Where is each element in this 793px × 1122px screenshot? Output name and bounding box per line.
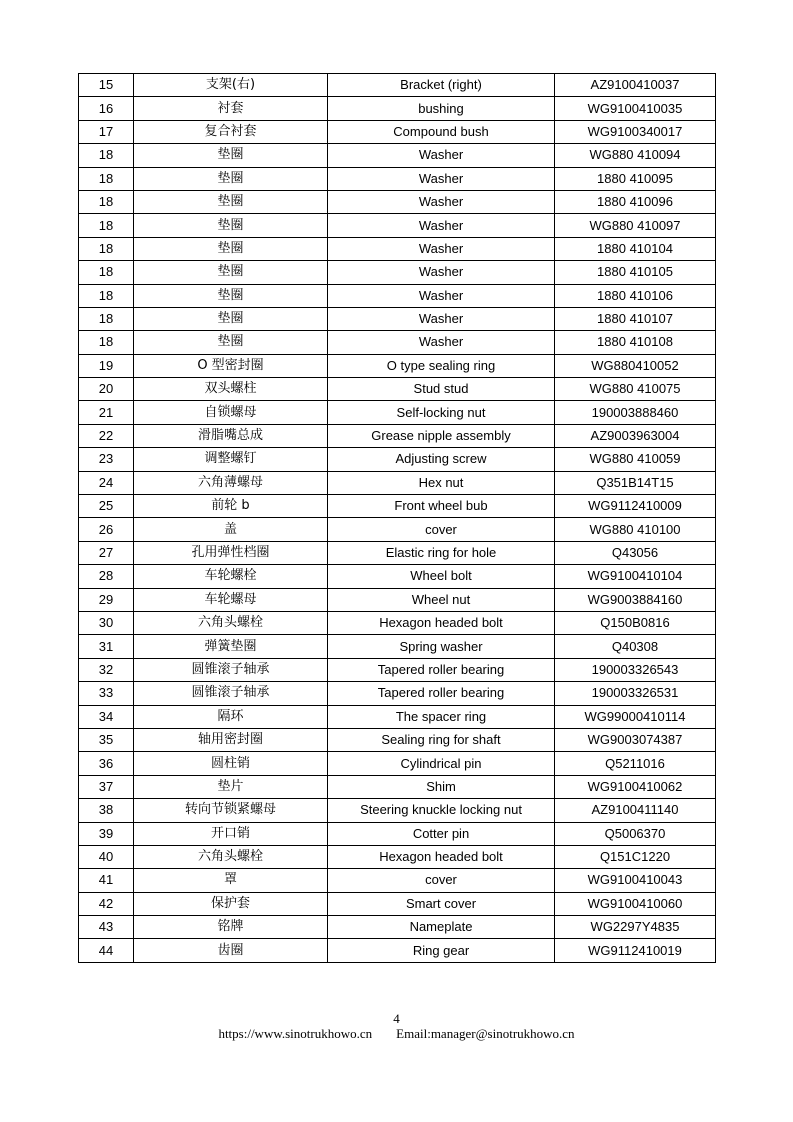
cell-part-number: WG880 410094 xyxy=(555,144,716,167)
cell-chinese-name: 车轮螺母 xyxy=(134,588,328,611)
table-row xyxy=(79,845,716,868)
cell-item-number: 30 xyxy=(79,611,134,634)
cell-chinese-name: 保护套 xyxy=(134,892,328,915)
cell-chinese-name: 车轮螺栓 xyxy=(134,565,328,588)
cell-part-number: WG9100410104 xyxy=(555,565,716,588)
cell-english-name: Washer xyxy=(328,190,555,213)
cell-english-name: Front wheel bub xyxy=(328,495,555,518)
cell-item-number: 18 xyxy=(79,284,134,307)
cell-chinese-name: 垫圈 xyxy=(134,307,328,330)
cell-chinese-name: 滑脂嘴总成 xyxy=(134,424,328,447)
cell-part-number: WG9003884160 xyxy=(555,588,716,611)
cell-part-number: 190003326531 xyxy=(555,682,716,705)
cell-item-number: 43 xyxy=(79,916,134,939)
cell-item-number: 16 xyxy=(79,97,134,120)
cell-english-name: Washer xyxy=(328,214,555,237)
cell-english-name: Elastic ring for hole xyxy=(328,541,555,564)
cell-chinese-name: 调整螺钉 xyxy=(134,448,328,471)
table-row xyxy=(79,799,716,822)
table-row xyxy=(79,401,716,424)
cell-part-number: Q5006370 xyxy=(555,822,716,845)
cell-item-number: 18 xyxy=(79,214,134,237)
cell-item-number: 25 xyxy=(79,495,134,518)
cell-english-name: Cylindrical pin xyxy=(328,752,555,775)
cell-english-name: Ring gear xyxy=(328,939,555,962)
table-row xyxy=(79,565,716,588)
table-row xyxy=(79,378,716,401)
cell-chinese-name: 六角头螺栓 xyxy=(134,845,328,868)
table-row xyxy=(79,658,716,681)
cell-chinese-name: 铭牌 xyxy=(134,916,328,939)
cell-part-number: WG9100410035 xyxy=(555,97,716,120)
cell-chinese-name: 衬套 xyxy=(134,97,328,120)
cell-chinese-name: 垫圈 xyxy=(134,190,328,213)
cell-english-name: Bracket (right) xyxy=(328,74,555,97)
cell-item-number: 19 xyxy=(79,354,134,377)
cell-part-number: 1880 410107 xyxy=(555,307,716,330)
table-row xyxy=(79,752,716,775)
cell-english-name: Washer xyxy=(328,261,555,284)
cell-english-name: Tapered roller bearing xyxy=(328,658,555,681)
cell-part-number: WG2297Y4835 xyxy=(555,916,716,939)
cell-part-number: 190003888460 xyxy=(555,401,716,424)
table-row xyxy=(79,354,716,377)
cell-english-name: O type sealing ring xyxy=(328,354,555,377)
cell-chinese-name: 罩 xyxy=(134,869,328,892)
cell-part-number: WG880 410075 xyxy=(555,378,716,401)
cell-chinese-name: 齿圈 xyxy=(134,939,328,962)
table-row xyxy=(79,97,716,120)
cell-chinese-name: 盖 xyxy=(134,518,328,541)
cell-chinese-name: 垫圈 xyxy=(134,261,328,284)
cell-english-name: Wheel bolt xyxy=(328,565,555,588)
table-row xyxy=(79,261,716,284)
cell-chinese-name: 自锁螺母 xyxy=(134,401,328,424)
cell-english-name: Shim xyxy=(328,775,555,798)
cell-part-number: Q43056 xyxy=(555,541,716,564)
cell-english-name: Hex nut xyxy=(328,471,555,494)
cell-chinese-name: 六角头螺栓 xyxy=(134,611,328,634)
cell-chinese-name: 垫圈 xyxy=(134,284,328,307)
cell-english-name: bushing xyxy=(328,97,555,120)
cell-chinese-name: 支架(右) xyxy=(134,74,328,97)
cell-part-number: 1880 410105 xyxy=(555,261,716,284)
table-row xyxy=(79,822,716,845)
email-text: Email:manager@sinotrukhowo.cn xyxy=(396,1026,575,1041)
cell-item-number: 21 xyxy=(79,401,134,424)
table-row xyxy=(79,916,716,939)
cell-chinese-name: 垫片 xyxy=(134,775,328,798)
table-row xyxy=(79,190,716,213)
cell-item-number: 18 xyxy=(79,237,134,260)
cell-chinese-name: 垫圈 xyxy=(134,167,328,190)
cell-item-number: 34 xyxy=(79,705,134,728)
cell-item-number: 18 xyxy=(79,144,134,167)
table-row xyxy=(79,892,716,915)
cell-english-name: Compound bush xyxy=(328,120,555,143)
cell-part-number: WG9100340017 xyxy=(555,120,716,143)
cell-part-number: Q5211016 xyxy=(555,752,716,775)
cell-item-number: 32 xyxy=(79,658,134,681)
table-row xyxy=(79,728,716,751)
cell-item-number: 28 xyxy=(79,565,134,588)
table-row xyxy=(79,307,716,330)
cell-part-number: Q151C1220 xyxy=(555,845,716,868)
cell-item-number: 26 xyxy=(79,518,134,541)
table-row xyxy=(79,237,716,260)
cell-chinese-name: 双头螺柱 xyxy=(134,378,328,401)
cell-part-number: WG9100410043 xyxy=(555,869,716,892)
cell-part-number: Q40308 xyxy=(555,635,716,658)
cell-part-number: WG9100410060 xyxy=(555,892,716,915)
cell-english-name: Washer xyxy=(328,237,555,260)
cell-item-number: 31 xyxy=(79,635,134,658)
cell-english-name: Grease nipple assembly xyxy=(328,424,555,447)
cell-item-number: 18 xyxy=(79,307,134,330)
cell-item-number: 42 xyxy=(79,892,134,915)
cell-english-name: Self-locking nut xyxy=(328,401,555,424)
cell-chinese-name: 轴用密封圈 xyxy=(134,728,328,751)
cell-english-name: Wheel nut xyxy=(328,588,555,611)
cell-english-name: Nameplate xyxy=(328,916,555,939)
cell-english-name: Hexagon headed bolt xyxy=(328,845,555,868)
cell-part-number: WG9112410019 xyxy=(555,939,716,962)
cell-chinese-name: 前轮 b xyxy=(134,495,328,518)
table-row xyxy=(79,284,716,307)
cell-part-number: Q150B0816 xyxy=(555,611,716,634)
table-row xyxy=(79,588,716,611)
table-row xyxy=(79,541,716,564)
cell-part-number: WG880 410100 xyxy=(555,518,716,541)
parts-table xyxy=(78,73,716,963)
cell-chinese-name: 转向节锁紧螺母 xyxy=(134,799,328,822)
cell-item-number: 20 xyxy=(79,378,134,401)
cell-chinese-name: 垫圈 xyxy=(134,331,328,354)
cell-chinese-name: 隔环 xyxy=(134,705,328,728)
table-row xyxy=(79,939,716,962)
table-row xyxy=(79,611,716,634)
cell-item-number: 18 xyxy=(79,261,134,284)
cell-item-number: 41 xyxy=(79,869,134,892)
cell-chinese-name: O 型密封圈 xyxy=(134,354,328,377)
cell-item-number: 18 xyxy=(79,190,134,213)
cell-item-number: 40 xyxy=(79,845,134,868)
cell-english-name: Washer xyxy=(328,284,555,307)
cell-part-number: 1880 410096 xyxy=(555,190,716,213)
cell-chinese-name: 圆锥滚子轴承 xyxy=(134,658,328,681)
cell-part-number: Q351B14T15 xyxy=(555,471,716,494)
cell-english-name: The spacer ring xyxy=(328,705,555,728)
table-row xyxy=(79,167,716,190)
cell-english-name: Washer xyxy=(328,307,555,330)
cell-part-number: WG880410052 xyxy=(555,354,716,377)
cell-english-name: Washer xyxy=(328,331,555,354)
cell-chinese-name: 开口销 xyxy=(134,822,328,845)
cell-part-number: WG9003074387 xyxy=(555,728,716,751)
table-row xyxy=(79,74,716,97)
table-row xyxy=(79,471,716,494)
cell-item-number: 15 xyxy=(79,74,134,97)
cell-english-name: Smart cover xyxy=(328,892,555,915)
cell-part-number: 1880 410095 xyxy=(555,167,716,190)
cell-english-name: Stud stud xyxy=(328,378,555,401)
cell-part-number: WG9100410062 xyxy=(555,775,716,798)
cell-item-number: 22 xyxy=(79,424,134,447)
cell-english-name: Adjusting screw xyxy=(328,448,555,471)
cell-english-name: Sealing ring for shaft xyxy=(328,728,555,751)
cell-english-name: cover xyxy=(328,869,555,892)
cell-item-number: 18 xyxy=(79,167,134,190)
cell-part-number: 190003326543 xyxy=(555,658,716,681)
cell-english-name: Washer xyxy=(328,144,555,167)
cell-item-number: 38 xyxy=(79,799,134,822)
table-row xyxy=(79,120,716,143)
table-row xyxy=(79,424,716,447)
cell-chinese-name: 垫圈 xyxy=(134,214,328,237)
cell-chinese-name: 圆柱销 xyxy=(134,752,328,775)
cell-chinese-name: 复合衬套 xyxy=(134,120,328,143)
cell-chinese-name: 垫圈 xyxy=(134,237,328,260)
cell-english-name: Tapered roller bearing xyxy=(328,682,555,705)
table-row xyxy=(79,144,716,167)
cell-english-name: Washer xyxy=(328,167,555,190)
cell-item-number: 37 xyxy=(79,775,134,798)
table-row xyxy=(79,214,716,237)
cell-part-number: AZ9100411140 xyxy=(555,799,716,822)
cell-english-name: cover xyxy=(328,518,555,541)
table-row xyxy=(79,331,716,354)
cell-part-number: WG9112410009 xyxy=(555,495,716,518)
cell-part-number: 1880 410106 xyxy=(555,284,716,307)
cell-item-number: 39 xyxy=(79,822,134,845)
table-row xyxy=(79,775,716,798)
cell-chinese-name: 垫圈 xyxy=(134,144,328,167)
cell-chinese-name: 弹簧垫圈 xyxy=(134,635,328,658)
cell-chinese-name: 六角薄螺母 xyxy=(134,471,328,494)
cell-item-number: 27 xyxy=(79,541,134,564)
cell-item-number: 17 xyxy=(79,120,134,143)
cell-item-number: 24 xyxy=(79,471,134,494)
table-row xyxy=(79,635,716,658)
cell-english-name: Steering knuckle locking nut xyxy=(328,799,555,822)
cell-english-name: Hexagon headed bolt xyxy=(328,611,555,634)
website-link[interactable]: https://www.sinotrukhowo.cn xyxy=(218,1026,373,1041)
cell-part-number: 1880 410108 xyxy=(555,331,716,354)
cell-item-number: 33 xyxy=(79,682,134,705)
table-row xyxy=(79,705,716,728)
cell-item-number: 29 xyxy=(79,588,134,611)
cell-item-number: 36 xyxy=(79,752,134,775)
cell-english-name: Spring washer xyxy=(328,635,555,658)
cell-part-number: 1880 410104 xyxy=(555,237,716,260)
cell-part-number: WG880 410059 xyxy=(555,448,716,471)
cell-chinese-name: 孔用弹性档圈 xyxy=(134,541,328,564)
cell-english-name: Cotter pin xyxy=(328,822,555,845)
cell-item-number: 44 xyxy=(79,939,134,962)
page-number: 4 xyxy=(393,1011,400,1026)
cell-part-number: AZ9003963004 xyxy=(555,424,716,447)
cell-part-number: WG99000410114 xyxy=(555,705,716,728)
cell-part-number: WG880 410097 xyxy=(555,214,716,237)
cell-item-number: 23 xyxy=(79,448,134,471)
footer-contact xyxy=(0,1026,793,1042)
cell-chinese-name: 圆锥滚子轴承 xyxy=(134,682,328,705)
table-row xyxy=(79,682,716,705)
table-row xyxy=(79,495,716,518)
cell-part-number: AZ9100410037 xyxy=(555,74,716,97)
parts-table-body xyxy=(79,74,716,963)
cell-item-number: 18 xyxy=(79,331,134,354)
cell-item-number: 35 xyxy=(79,728,134,751)
table-row xyxy=(79,869,716,892)
table-row xyxy=(79,518,716,541)
table-row xyxy=(79,448,716,471)
